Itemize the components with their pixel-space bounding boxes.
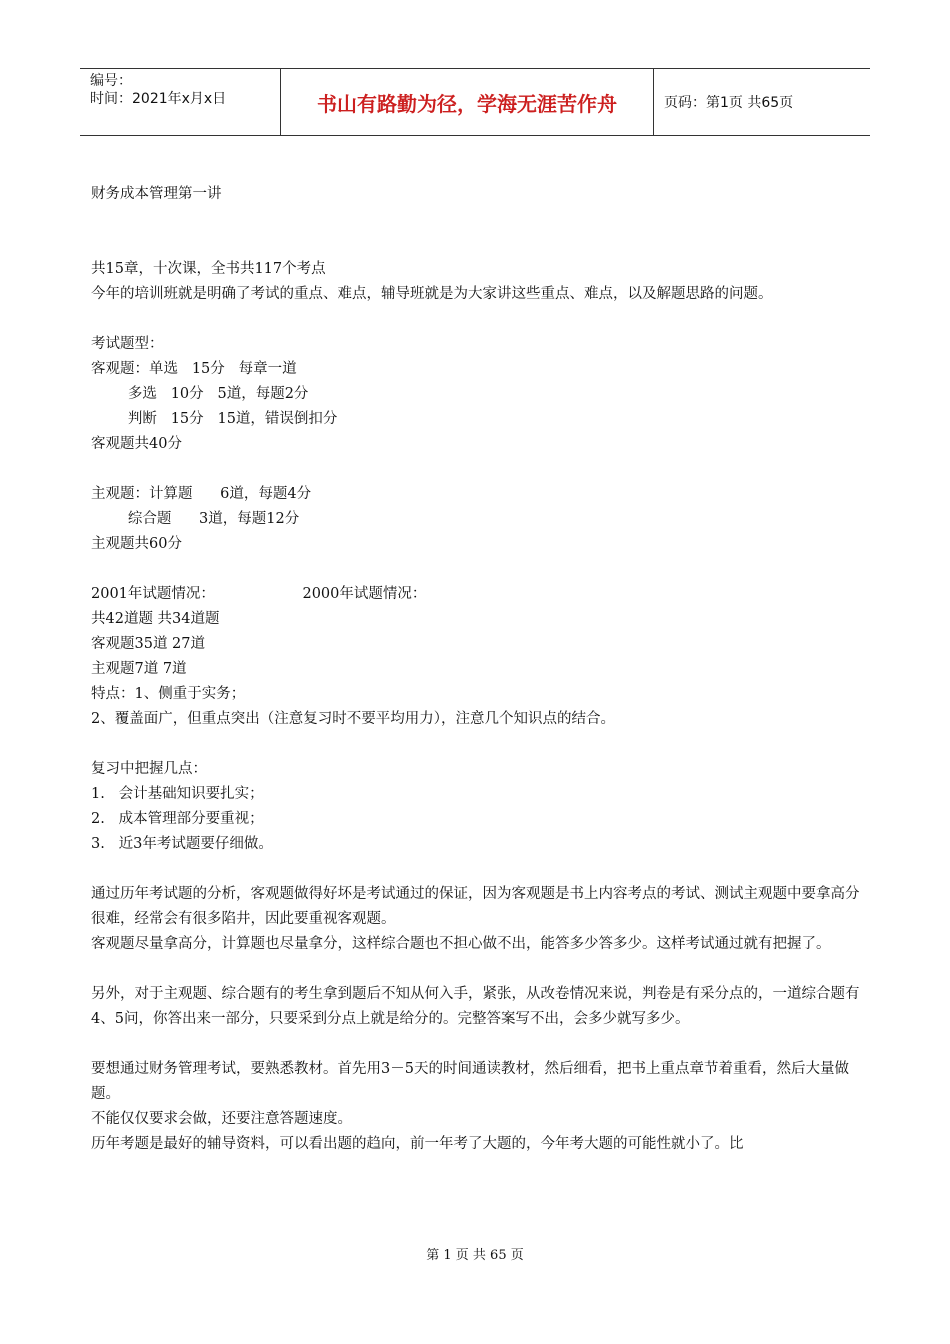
paragraph: 通过历年考试题的分析，客观题做得好坏是考试通过的保证，因为客观题是书上内容考点的考试、测试主观题中要拿高分很难，经常会有很多陷井，因此要重视客观题。 [91, 886, 860, 927]
header-meta [80, 69, 281, 135]
review-item: 2. 成本管理部分要重视； [91, 811, 264, 827]
paragraph: 不能仅仅要求会做，还要注意答题速度。 [91, 1111, 352, 1127]
objective-total: 客观题共40分 [91, 436, 182, 452]
document-number-label: 编号： [90, 73, 132, 89]
paragraph: 历年考题是最好的辅导资料，可以看出题的趋向，前一年考了大题的，今年考大题的可能性就小了。比 [91, 1136, 744, 1152]
subjective-total: 主观题共60分 [91, 536, 182, 552]
review-item: 3. 近3年考试题要仔细做。 [91, 836, 273, 852]
objective-line: 客观题：单选 15分 每章一道 [91, 361, 297, 377]
intro-line: 今年的培训班就是明确了考试的重点、难点，辅导班就是为大家讲这些重点、难点，以及解题思路的问题。 [91, 286, 773, 302]
history-line: 特点：1、侧重于实务； [91, 686, 246, 702]
paragraph: 要想通过财务管理考试，要熟悉教材。首先用3－5天的时间通读教材，然后细看，把书上重点章节着重看，然后大量做题。 [91, 1061, 849, 1102]
page-footer: 第 1 页 共 65 页 [426, 1248, 524, 1263]
subjective-line: 综合题 3道，每题12分 [91, 511, 300, 527]
history-line: 客观题35道 27道 [91, 636, 206, 652]
history-header: 2001年试题情况： 2000年试题情况： [91, 586, 427, 602]
document-time-label: 时间：2021年x月x日 [90, 91, 227, 107]
document-body [91, 182, 871, 1157]
history-line: 2、覆盖面广，但重点突出（注意复习时不要平均用力），注意几个知识点的结合。 [91, 711, 615, 727]
history-line: 共42道题 共34道题 [91, 611, 220, 627]
page-header [80, 68, 870, 136]
review-item: 1. 会计基础知识要扎实； [91, 786, 264, 802]
exam-types-heading: 考试题型： [91, 336, 164, 352]
review-heading: 复习中把握几点： [91, 761, 207, 777]
objective-line: 判断 15分 15道，错误倒扣分 [91, 411, 338, 427]
objective-line: 多选 10分 5道，每题2分 [91, 386, 309, 402]
document-title: 财务成本管理第一讲 [91, 186, 222, 202]
history-line: 主观题7道 7道 [91, 661, 187, 677]
subjective-line: 主观题：计算题 6道，每题4分 [91, 486, 312, 502]
paragraph: 客观题尽量拿高分，计算题也尽量拿分，这样综合题也不担心做不出，能答多少答多少。这样考试通过就有把握了。 [91, 936, 831, 952]
paragraph: 另外，对于主观题、综合题有的考生拿到题后不知从何入手，紧张，从改卷情况来说，判卷是有采分点的，一道综合题有4、5问，你答出来一部分，只要采到分点上就是给分的。完整答案写不出，会多少就写多少。 [91, 986, 860, 1027]
header-page-info: 页码：第1页 共65页 [664, 95, 794, 111]
header-motto: 书山有路勤为径，学海无涯苦作舟 [281, 69, 654, 135]
intro-line: 共15章，十次课，全书共117个考点 [91, 261, 326, 277]
